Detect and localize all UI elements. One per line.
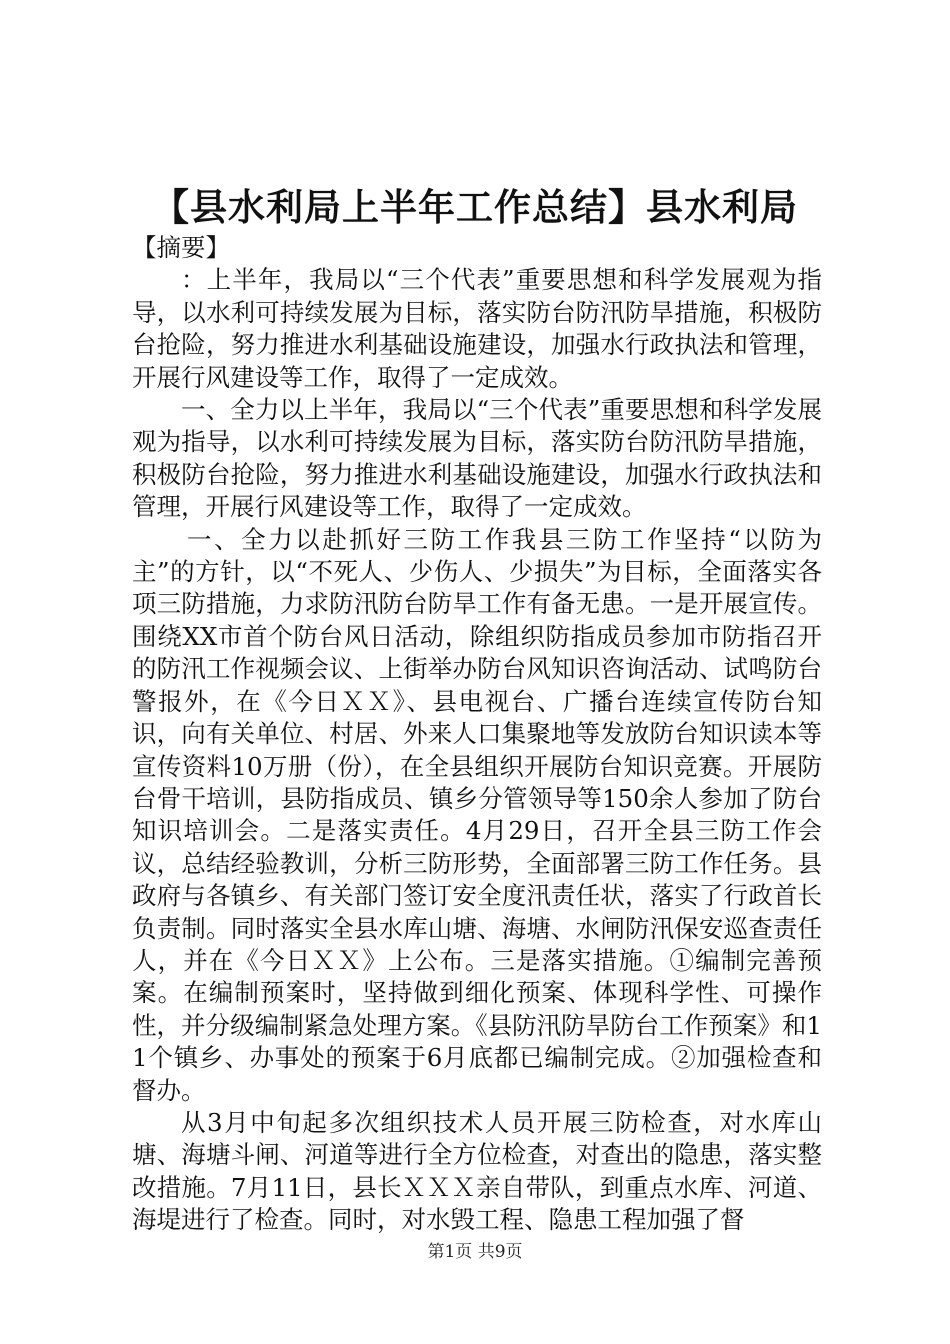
page-number-footer: 第1页 共9页 <box>427 1242 523 1262</box>
abstract-label: 【摘要】 <box>132 233 230 262</box>
document-body <box>132 232 822 1237</box>
paragraph-abstract: ：上半年，我局以“三个代表”重要思想和科学发展观为指导，以水利可持续发展为目标，落实防台防汛防旱措施，积极防台抢险，努力推进水利基础设施建设，加强水行政执法和管理，开展行风建设等工作，取得了一定成效。 <box>132 265 822 392</box>
paragraph-intro: 一、全力以上半年，我局以“三个代表”重要思想和科学发展观为指导，以水利可持续发展为目标，落实防台防汛防旱措施，积极防台抢险，努力推进水利基础设施建设，加强水行政执法和管理，开展行风建设等工作，取得了一定成效。 <box>132 395 822 522</box>
document-title: 【县水利局上半年工作总结】县水利局 <box>152 185 798 229</box>
paragraph-flood-prevention: 一、全力以赴抓好三防工作我县三防工作坚持“以防为主”的方针，以“不死人、少伤人、少损失”为目标，全面落实各项三防措施，力求防汛防台防旱工作有备无患。一是开展宣传。围绕XX市首个防台风日活动，除组织防指成员参加市防指召开的防汛工作视频会议、上街举办防台风知识咨询活动、试鸣防台警报外，在《今日ＸＸ》、县电视台、广播台连续宣传防台知识，向有关单位、村居、外来人口集聚地等发放防台知识读本等宣传资料10万册（份），在全县组织开展防台知识竞赛。开展防台骨干培训，县防指成员、镇乡分管领导等150余人参加了防台知识培训会。二是落实责任。4月29日，召开全县三防工作会议，总结经验教训，分析三防形势，全面部署三防工作任务。县政府与各镇乡、有关部门签订安全度汛责任状，落实了行政首长负责制。同时落实全县水库山塘、海塘、水闸防汛保安巡查责任人，并在《今日ＸＸ》上公布。三是落实措施。①编制完善预案。在编制预案时，坚持做到细化预案、体现科学性、可操作性，并分级编制紧急处理方案。《县防汛防旱防台工作预案》和11个镇乡、办事处的预案于6月底都已编制完成。②加强检查和督办。 <box>132 524 822 1105</box>
paragraph-inspection: 从3月中旬起多次组织技术人员开展三防检查，对水库山塘、海塘斗闸、河道等进行全方位检查，对查出的隐患，落实整改措施。7月11日，县长ＸＸＸ亲自带队，到重点水库、河道、海堤进行了检查。同时，对水毁工程、隐患工程加强了督 <box>132 1107 822 1235</box>
